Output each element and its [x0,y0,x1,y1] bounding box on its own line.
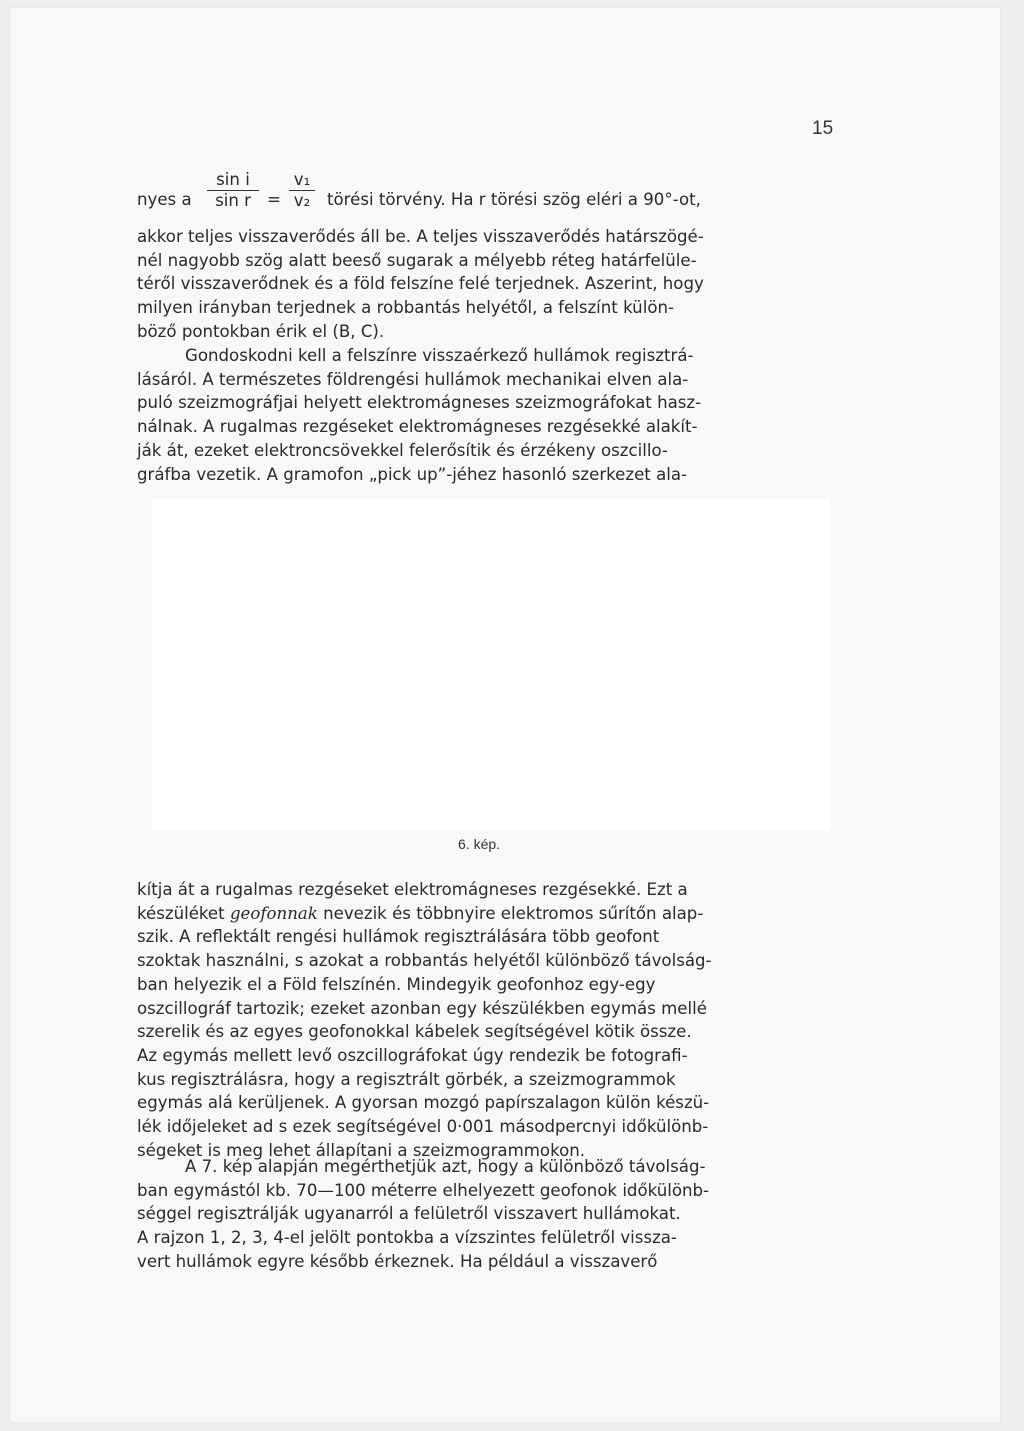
text-line: kus regisztrálásra, hogy a regisztrált görbék, a szeizmogrammok [137,1069,676,1089]
text-line: nél nagyobb szög alatt beeső sugarak a mélyebb réteg határfelüle- [137,250,697,270]
fraction-sin-numerator: sin i [216,170,250,189]
text-line: milyen irányban terjednek a robbantás helyétől, a felszínt külön- [137,298,674,318]
fraction-velocity [289,171,315,210]
text-line: A 7. kép alapján megérthetjük azt, hogy a különböző távolság- [185,1157,706,1176]
text-line: szoktak használni, s azokat a robbantás helyétől különböző távolság- [137,951,712,971]
text-line: lásáról. A természetes földrengési hullámok mechanikai elven ala- [137,369,689,389]
text-line: oszcillográf tartozik; ezeket azonban egy készülékben egymás mellé [137,998,707,1018]
refraction-formula-line [137,168,837,228]
text-line: ségeket is meg lehet állapítani a szeizmogrammokon. [137,1140,586,1160]
text-line: szik. A reflektált rengési hullámok regisztrálására több geofont [137,927,660,947]
fraction-sin-denominator: sin r [215,191,251,210]
text-line: Gondoskodni kell a felszínre visszaérkező hullámok regisztrá- [185,346,694,365]
formula-rest: törési törvény. Ha r törési szög eléri a 90°-ot, [327,190,701,209]
figure-6-placeholder [152,499,830,831]
text-line: Az egymás mellett levő oszcillográfokat úgy rendezik be fotografi- [137,1045,688,1065]
text-line: böző pontokban érik el (B, C). [137,321,385,341]
text-line: nálnak. A rugalmas rezgéseket elektromágneses rezgésekké alakít- [137,417,698,437]
text-line: ják át, ezeket elektroncsövekkel felerősítik és érzékeny oszcillo- [137,440,668,460]
text-line: A rajzon 1, 2, 3, 4-el jelölt pontokba a vízszintes felületről vissza- [137,1228,677,1248]
fraction-velocity-numerator: v₁ [293,170,311,189]
page-number: 15 [812,118,834,139]
paragraph-2 [137,344,837,486]
text-line: vert hullámok egyre később érkeznek. Ha például a visszaverő [137,1251,658,1271]
paragraph-1 [137,225,837,344]
figure-caption: 6. kép. [458,836,501,852]
text-line: ban helyezik el a Föld felszínén. Mindegyik geofonhoz egy-egy [137,974,656,994]
text-line: szerelik és az egyes geofonokkal kábelek segítségével kötik össze. [137,1022,692,1042]
paragraph-4 [137,1155,837,1274]
text-line: ban egymástól kb. 70—100 méterre elhelyezett geofonok időkülönb- [137,1180,710,1200]
equals-sign: = [267,190,281,209]
fraction-velocity-denominator: v₂ [293,191,311,210]
text-span: nevezik és többnyire elektromos sűrítőn alap- [323,903,704,923]
text-line [137,902,837,926]
text-line: akkor teljes visszaverődés áll be. A teljes visszaverődés határszögé- [137,227,704,246]
text-line: gráfba vezetik. A gramofon „pick up”-jéhez hasonló szerkezet ala- [137,464,688,484]
text-line: lék időjeleket ad s ezek segítségével 0·001 másodpercnyi időkülönb- [137,1117,709,1137]
fraction-sin [207,171,259,210]
paragraph-3 [137,878,837,1162]
text-line: téről visszaverődnek és a föld felszíne felé terjednek. Aszerint, hogy [137,274,704,294]
term-geofon: geofonnak [229,903,318,923]
text-line: egymás alá kerüljenek. A gyorsan mozgó papírszalagon külön készü- [137,1093,710,1113]
text-line: séggel regisztrálják ugyanarról a felületről visszavert hullámokat. [137,1204,681,1224]
text-span: készüléket [137,903,225,923]
formula-lead: nyes a [137,190,192,209]
text-line: puló szeizmográfjai helyett elektromágneses szeizmográfokat hasz- [137,393,702,413]
text-line: kítja át a rugalmas rezgéseket elektromágneses rezgésekké. Ezt a [137,880,688,899]
